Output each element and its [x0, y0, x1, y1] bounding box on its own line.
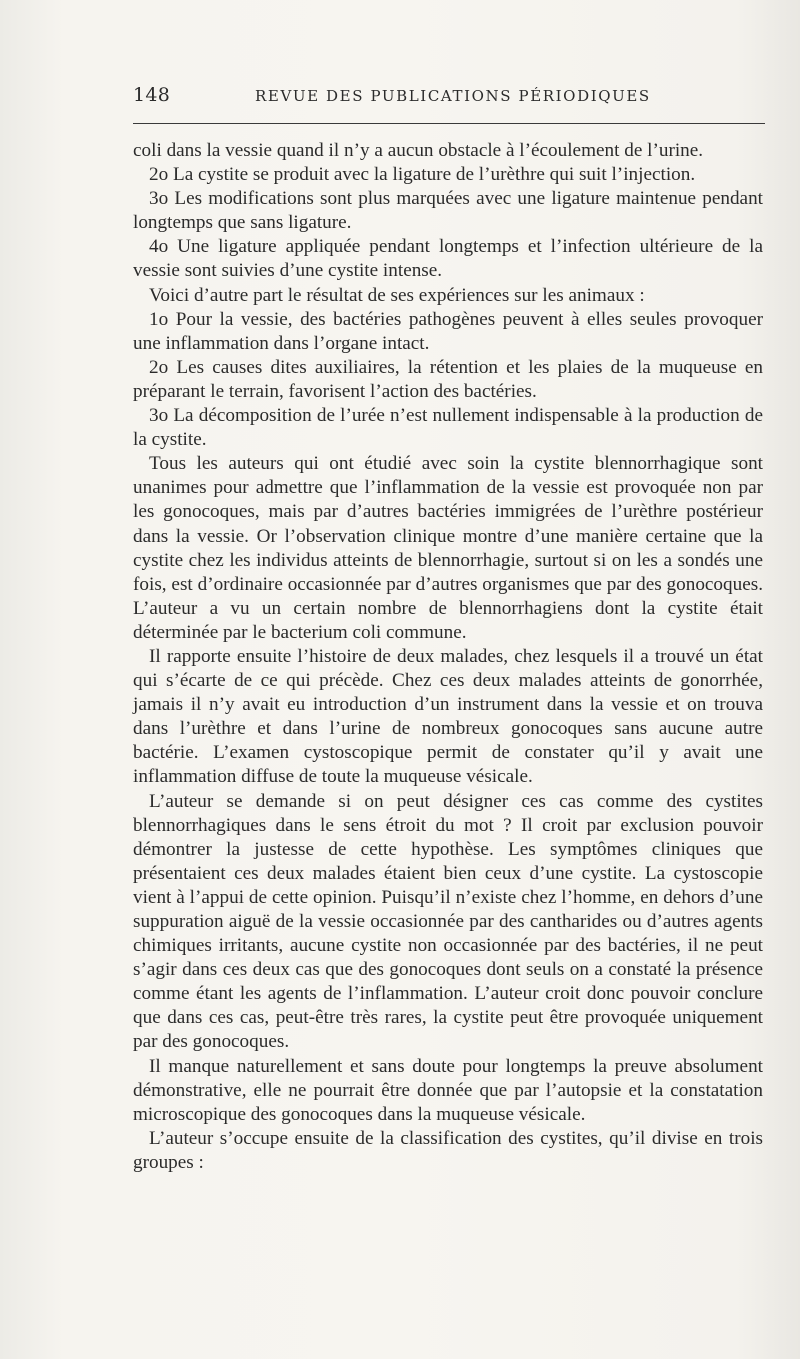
paragraph: coli dans la vessie quand il n’y a aucun obstacle à l’écoulement de l’urine. — [133, 140, 704, 161]
paragraph: L’auteur se demande si on peut désigner ces cas comme des cystites blennorrhagiques dans le sens étroit du mot ? Il croit par exclusion pouvoir démontrer la justesse de cette hypothèse. Les symptômes cliniques que présentaient ces deux malades étaient bien ceux d’une cystite. La cystoscopie vient à l’appui de cette opinion. Puisqu’il n’existe chez l’homme, en dehors d’une suppuration aiguë de la vessie occasionnée par des cantharides ou d’autres agents chimiques irritants, aucune cystite non occasionnée par des bactéries, il ne peut s’agir dans ces deux cas que des gonocoques dont seuls on a constaté la présence comme étant les agents de l’inflammation. L’auteur croit donc pouvoir conclure que dans ces cas, peut-être très rares, la cystite peut être provoquée uniquement par des gonocoques. — [133, 790, 763, 1053]
paragraph: Il manque naturellement et sans doute pour longtemps la preuve absolument démonstrative, elle ne pourrait être donnée que par l’autopsie et la constatation microscopique des gonocoques dans la muqueuse vésicale. — [133, 1055, 763, 1125]
running-head: REVUE DES PUBLICATIONS PÉRIODIQUES — [255, 87, 651, 105]
paragraph: Tous les auteurs qui ont étudié avec soin la cystite blennorrhagique sont unanimes pour admettre que l’inflammation de la vessie est provoquée non par les gonocoques, mais par d’autres bactéries immigrées de l’urèthre postérieur dans la vessie. Or l’observation clinique montre d’une manière certaine que la cystite chez les individus atteints de blennorrhagie, surtout si on les a sondés une fois, est d’ordinaire occasionnée par d’autres organismes que par des gonocoques. L’auteur a vu un certain nombre de blennorrhagiens dont la cystite était déterminée par le bacterium coli commune. — [133, 453, 763, 643]
paragraph: 2o Les causes dites auxiliaires, la rétention et les plaies de la muqueuse en préparant le terrain, favorisent l’action des bactéries. — [133, 356, 763, 402]
paragraph: Voici d’autre part le résultat de ses expériences sur les animaux : — [149, 284, 645, 306]
paragraph: 3o La décomposition de l’urée n’est nullement indispensable à la production de la cystite. — [133, 405, 763, 451]
paragraph: 3o Les modifications sont plus marquées avec une ligature maintenue pendant longtemps que sans ligature. — [133, 188, 763, 234]
body-text — [133, 139, 763, 1175]
paragraph: 2o La cystite se produit avec la ligature de l’urèthre qui suit l’injection. — [149, 164, 696, 186]
header-rule — [133, 123, 765, 124]
paragraph: 1o Pour la vessie, des bactéries pathogènes peuvent à elles seules provoquer une inflammation dans l’organe intact. — [133, 308, 763, 354]
paragraph: 4o Une ligature appliquée pendant longtemps et l’infection ultérieure de la vessie sont suivies d’une cystite intense. — [133, 236, 763, 282]
paragraph: L’auteur s’occupe ensuite de la classification des cystites, qu’il divise en trois groupes : — [133, 1127, 763, 1173]
page-number: 148 — [133, 84, 171, 106]
paragraph: Il rapporte ensuite l’histoire de deux malades, chez lesquels il a trouvé un état qui s’écarte de ce qui précède. Chez ces deux malades atteints de gonorrhée, jamais il n’y avait eu introduction d’un instrument dans la vessie et on trouva dans l’urèthre et dans l’urine de nombreux gonocoques sans aucune autre bactérie. L’examen cystoscopique permit de constater qu’il y avait une inflammation diffuse de toute la muqueuse vésicale. — [133, 645, 763, 788]
page-header — [133, 84, 761, 112]
